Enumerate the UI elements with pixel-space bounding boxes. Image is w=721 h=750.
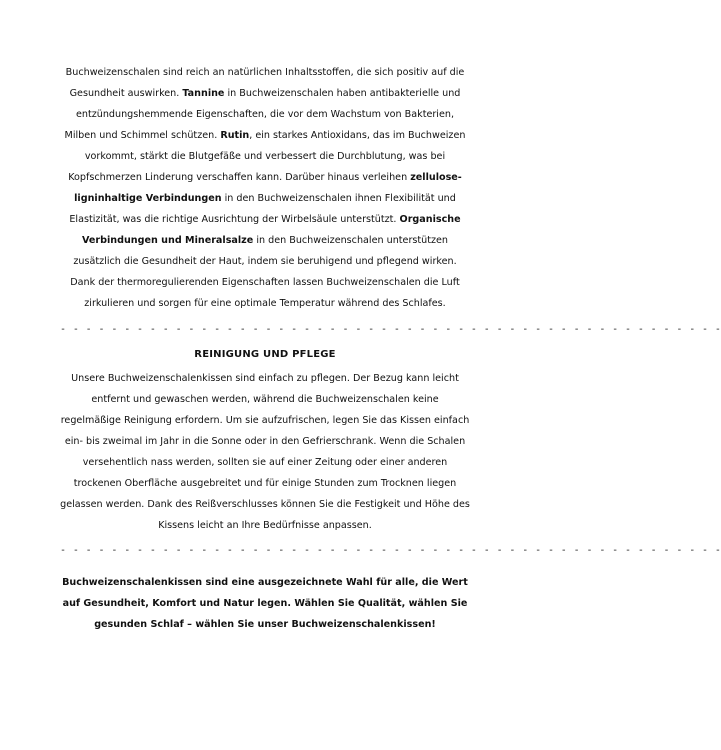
intro-text-1: Buchweizenschalen sind reich an natürlichen Inhaltsstoffen, die sich positiv auf die Gesundheit auswirken. (65, 67, 465, 99)
intro-paragraph (60, 62, 470, 314)
document-page (60, 62, 721, 645)
dashed-separator-1: - - - - - - - - - - - - - - - - - - - - - - - - - - - - - - - - - - - - - - - - - - - - - - - - - - - - (60, 324, 721, 335)
care-paragraph: Unsere Buchweizenschalenkissen sind einfach zu pflegen. Der Bezug kann leicht entfernt und gewaschen werden, während die Buchweizenschalen keine regelmäßige Reinigung erfordern. Um sie aufzufrischen, legen Sie das Kissen einfach ein- bis zweimal im Jahr in die Sonne oder in den Gefrierschrank. Wenn die Schalen versehentlich nass werden, sollten sie auf einer Zeitung oder einer anderen trockenen Oberfläche ausgebreitet und für einige Stunden zum Trocknen liegen gelassen werden. Dank des Reißverschlusses können Sie die Festigkeit und Höhe des Kissens leicht an Ihre Bedürfnisse anpassen. (60, 373, 470, 531)
closing-paragraph: Buchweizenschalenkissen sind eine ausgezeichnete Wahl für alle, die Wert auf Gesundheit, Komfort und Natur legen. Wählen Sie Qualität, wählen Sie gesunden Schlaf – wählen Sie unser Buchweizenschalenkissen! (62, 577, 468, 630)
term-mineralsalze: Organische Verbindungen und Mineralsalze (81, 214, 461, 246)
intro-text-2: in Buchweizenschalen haben antibakterielle und entzündungshemmende Eigenschaften, die vor dem Wachstum von Bakterien, Milben und Schimmel schützen. (64, 88, 461, 141)
intro-text-3: , ein starkes Antioxidans, das im Buchweizen vorkommt, stärkt die Blutgefäße und verbessert die Durchblutung, was bei Kopfschmerzen Linderung verschaffen kann. Darüber hinaus verleihen (68, 130, 466, 183)
dashed-separator-2: - - - - - - - - - - - - - - - - - - - - - - - - - - - - - - - - - - - - - - - - - - - - - - - - - - - - (60, 545, 721, 556)
intro-text-5: in den Buchweizenschalen unterstützen zusätzlich die Gesundheit der Haut, indem sie beruhigend und pflegend wirken. Dank der thermoregulierenden Eigenschaften lassen Buchweizenschalen die Luft zirkulieren und sorgen für eine optimale Temperatur während des Schlafes. (70, 235, 460, 309)
term-rutin: Rutin (220, 130, 250, 141)
term-zellulose: zellulose-ligninhaltige Verbindungen (74, 172, 462, 204)
term-tannine: Tannine (182, 88, 225, 99)
section-heading-care: REINIGUNG UND PFLEGE (194, 349, 336, 360)
intro-text-4: in den Buchweizenschalen ihnen Flexibilität und Elastizität, was die richtige Ausrichtung der Wirbelsäule unterstützt. (69, 193, 456, 225)
